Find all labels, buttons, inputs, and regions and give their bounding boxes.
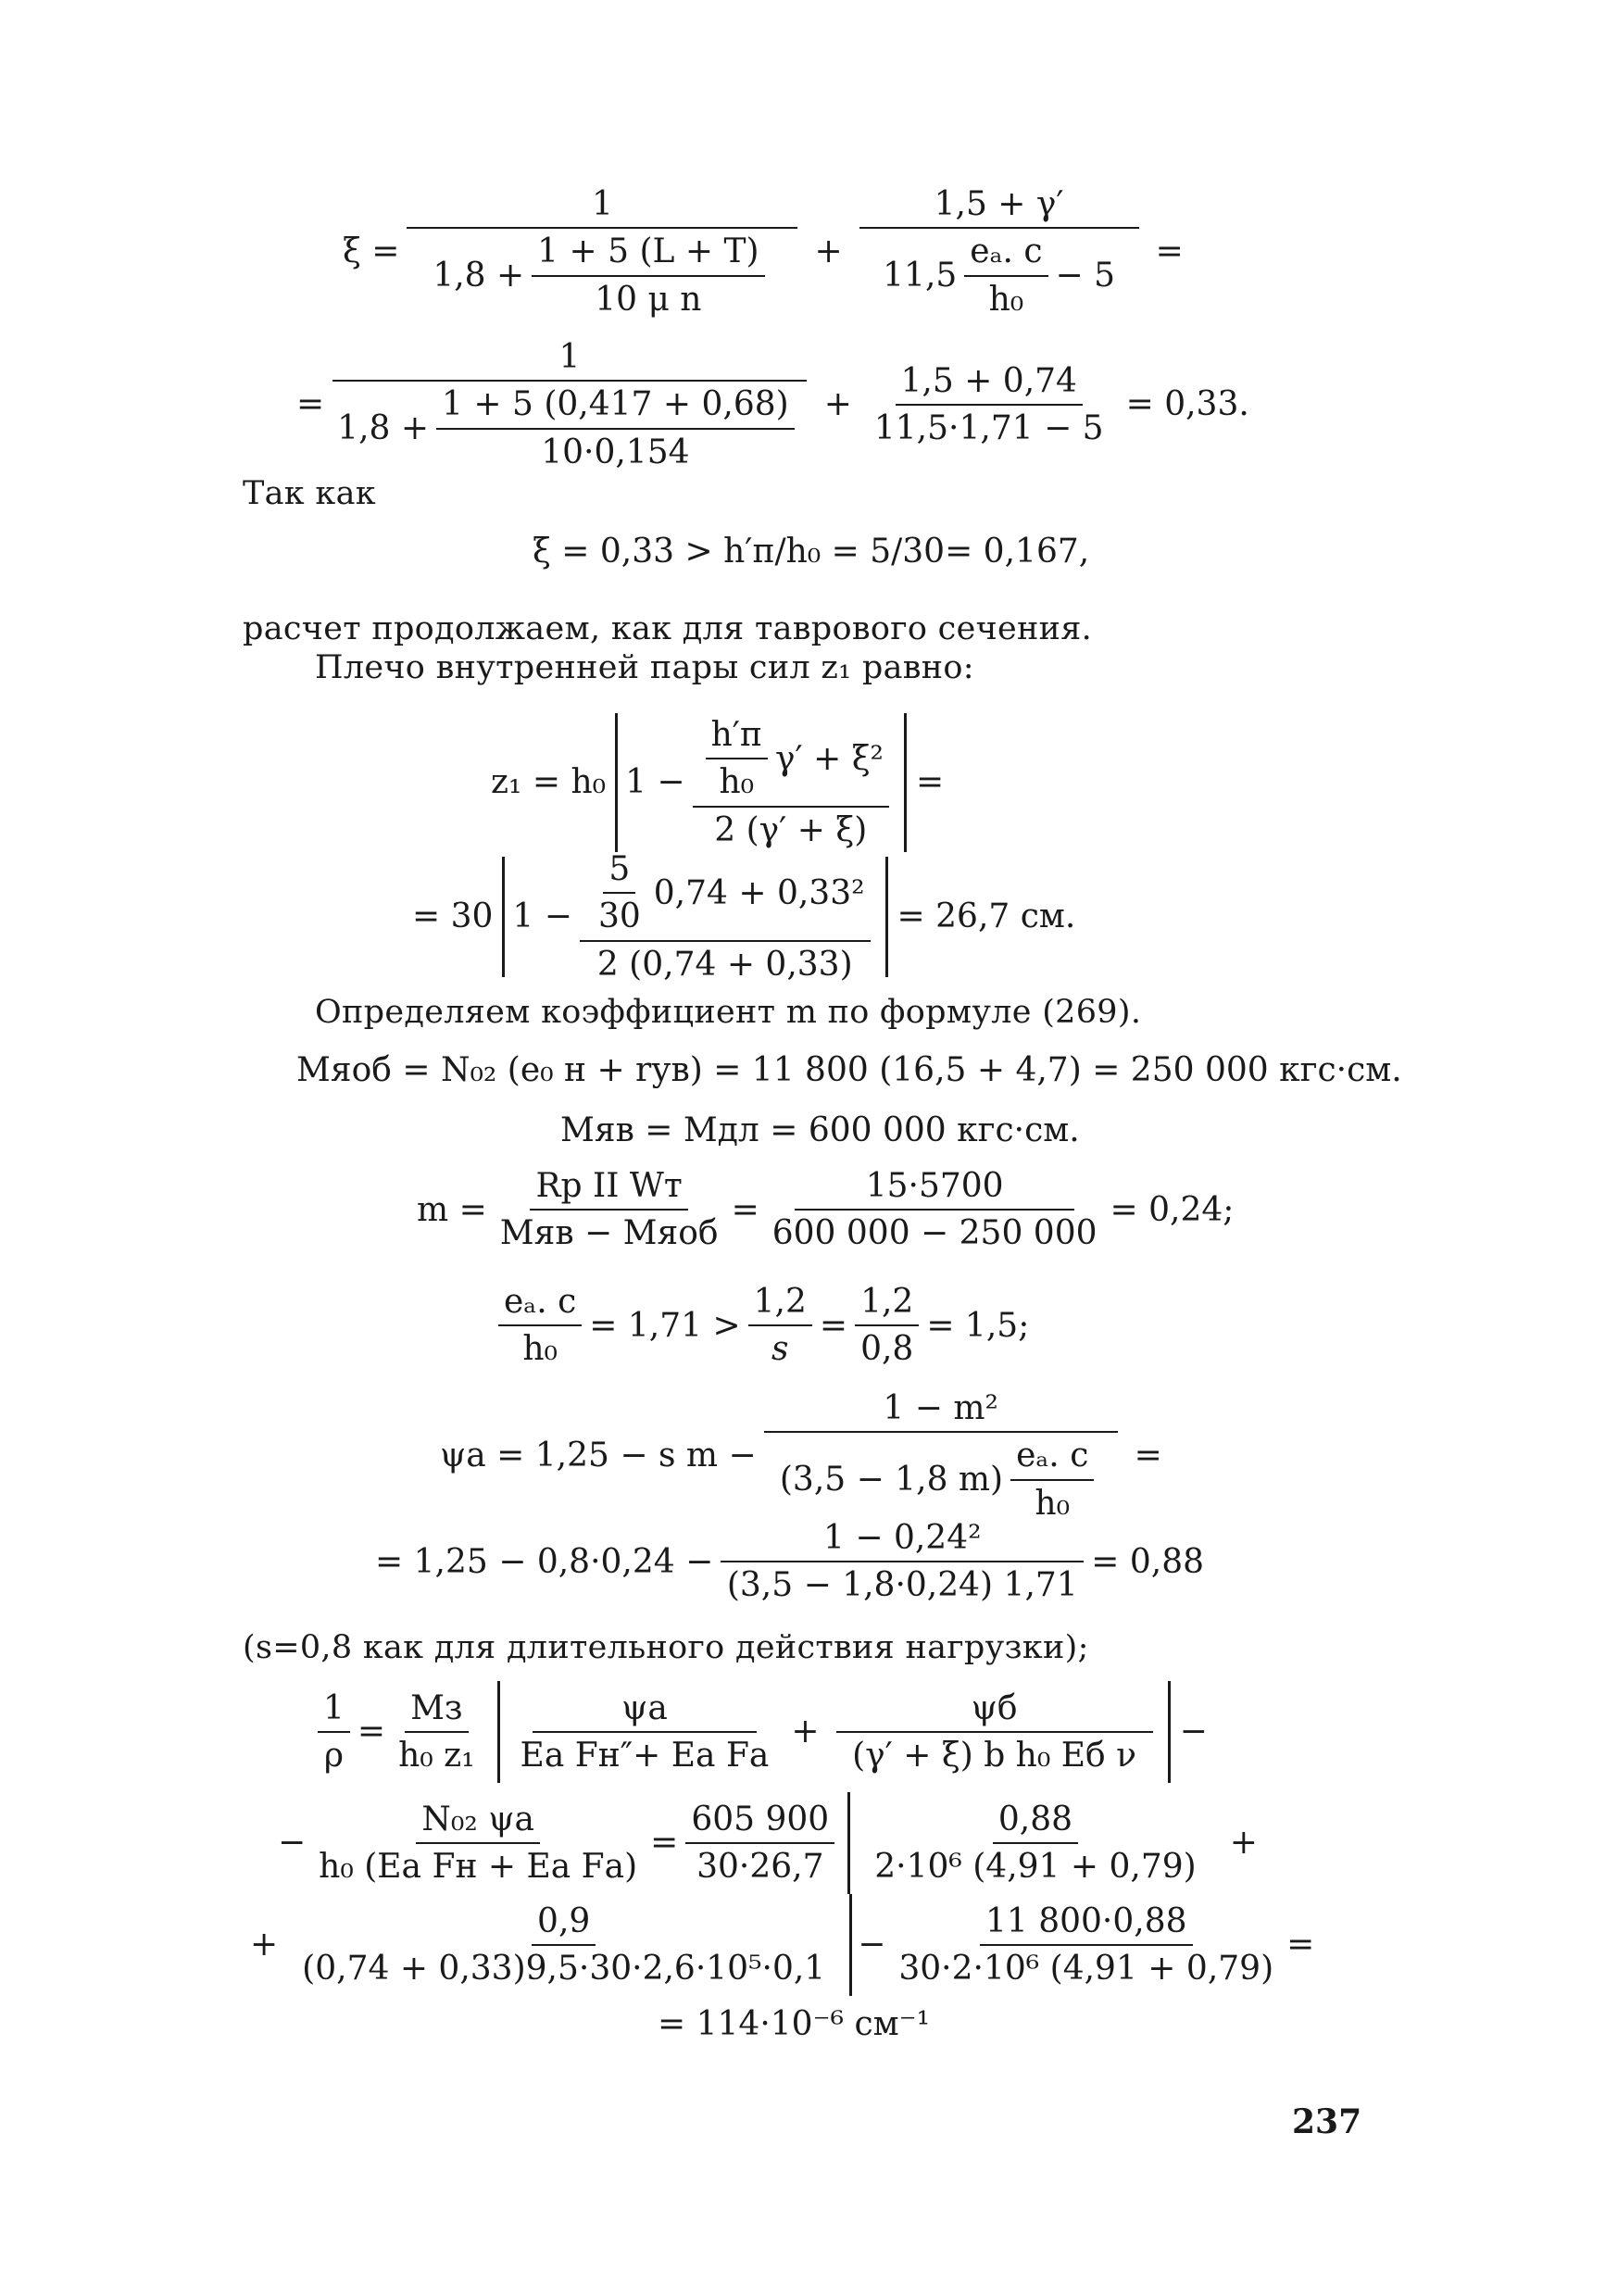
paragraph-tak-kak: Так как (243, 475, 376, 512)
square-bracket: $\frac{\psi а}{\text{Eа Fн″+ Eа Fа}}$ + $\frac{\psi б}{\text{(γ′ + ξ) b h₀ Eб ν}}$ (497, 1681, 1171, 1783)
square-bracket: 1 − $\frac{h'п}{\text{h₀}}$ γ′ + ξ² 2 (γ′ + ξ) (615, 713, 907, 852)
fraction: 1 1,8 + $\frac{1 + 5 (0,417 + 0,68)}{10\cdot 0,154}$ (332, 338, 808, 471)
fraction: 1 1,8 + $\frac{1 + 5 (L + T)}{\text{10 μ n}}$ (407, 185, 797, 319)
equation-psi-definition: ψа = 1,25 − s m − 1 − m² (3,5 − 1,8 m) $\frac{\text{eₐ. c}}{\text{h₀}}$ = (440, 1389, 1162, 1523)
equation-m-ob: Mяоб = N₀₂ (e₀ н + rув) = 11 800 (16,5 + 4,7) = 250 000 кгс·см. (296, 1051, 1402, 1089)
equation-xi-numeric: = 1 1,8 + $\frac{1 + 5 (0,417 + 0,68)}{10\cdot 0,154}$ + $\frac{1,5 + 0,74}{11,5\cdot 1,71 - 5}$ = 0,33. (296, 338, 1249, 471)
equation-rho-line1: $\frac{1}{\rho}$ = $\frac{Mз}{\text{h₀ z₁}}$ $\frac{\psi а}{\text{Eа Fн″+ Eа Fа}}$ + $\frac{\psi б}{\text{(γ′ + ξ) b h₀ Eб ν}}$ − (310, 1681, 1208, 1783)
equation-psi-numeric: = 1,25 − 0,8·0,24 − $\frac{\text{1 − 0,24²}}{(3,5 - 1,8\cdot 0,24) 1,71}$ = 0,88 (375, 1519, 1205, 1605)
equation-result: = 114·10⁻⁶ см⁻¹ (658, 2005, 931, 2043)
equation-z1-definition: z₁ = h₀ 1 − $\frac{h'п}{\text{h₀}}$ γ′ + ξ² 2 (γ′ + ξ) = (491, 713, 944, 852)
equation-z1-numeric: = 30 1 − $\frac{5}{30}$ 0,74 + 0,33² 2 (0,74 + 0,33) = 26,7 см. (412, 849, 1076, 984)
paragraph-coef: Определяем коэффициент m по формуле (269). (315, 994, 1142, 1031)
page-number: 237 (1292, 2102, 1362, 2141)
equation-rho-line2: − $\frac{\text{N₀₂ ψа}}{\text{h₀ (Eа Fн + Eа Fа)}}$ = $\frac{605 900}{30\cdot 26,7}$ $\frac{0,88}{\text{2·10⁶ (4,91 + 0,79)}}$ + (278, 1792, 1267, 1894)
equation-m: m = $\frac{\text{Rр II Wт}}{\text{Mяв − Mяоб}}$ = $\frac{15\cdot 5700}{600 000 - 250 000}$ = 0,24; (417, 1167, 1235, 1253)
square-bracket: 1 − $\frac{5}{30}$ 0,74 + 0,33² 2 (0,74 + 0,33) (502, 857, 887, 977)
fraction: 1,5 + γ′ 11,5 $\frac{\text{eₐ. c}}{\text{h₀}}$ − 5 (859, 185, 1139, 319)
fraction: $\frac{1,5 + 0,74}{11,5\cdot 1,71 - 5}$ (873, 361, 1104, 448)
paragraph-calc: расчет продолжаем, как для таврового сечения. (243, 610, 1093, 647)
equation-m-v: Mяв = Mдл = 600 000 кгс·см. (560, 1111, 1080, 1149)
equation-xi-definition: ξ = 1 1,8 + $\frac{1 + 5 (L + T)}{\text{10 μ n}}$ + 1,5 + γ′ 11,5 $\frac{\text{eₐ. c}}{\text{h₀}}$ − 5 = (343, 185, 1184, 319)
equation-xi-compare: ξ = 0,33 > h′п/h₀ = 5/30= 0,167, (533, 533, 1090, 571)
equation-eac-ratio: $\frac{\text{eₐ. c}}{\text{h₀}}$ = 1,71 > $\frac{1,2}{s}$ = $\frac{1,2}{0,8}$ = 1,5; (491, 1283, 1029, 1369)
square-bracket-left: $\frac{0,88}{\text{2·10⁶ (4,91 + 0,79)}}$ (847, 1792, 1214, 1894)
square-bracket-right: $\frac{0,9}{\text{(0,74 + 0,33)9,5·30·2,6·10⁵·0,1}}$ (283, 1894, 852, 1996)
paragraph-shoulder: Плечо внутренней пары сил z₁ равно: (315, 649, 974, 686)
equation-rho-line3: + $\frac{0,9}{\text{(0,74 + 0,33)9,5·30·2,6·10⁵·0,1}}$ − $\frac{11 800\cdot 0,88}{\text{30·2·10⁶ (4,91 + 0,79)}}$ = (250, 1894, 1314, 1996)
paragraph-s: (s=0,8 как для длительного действия нагрузки); (243, 1629, 1089, 1666)
